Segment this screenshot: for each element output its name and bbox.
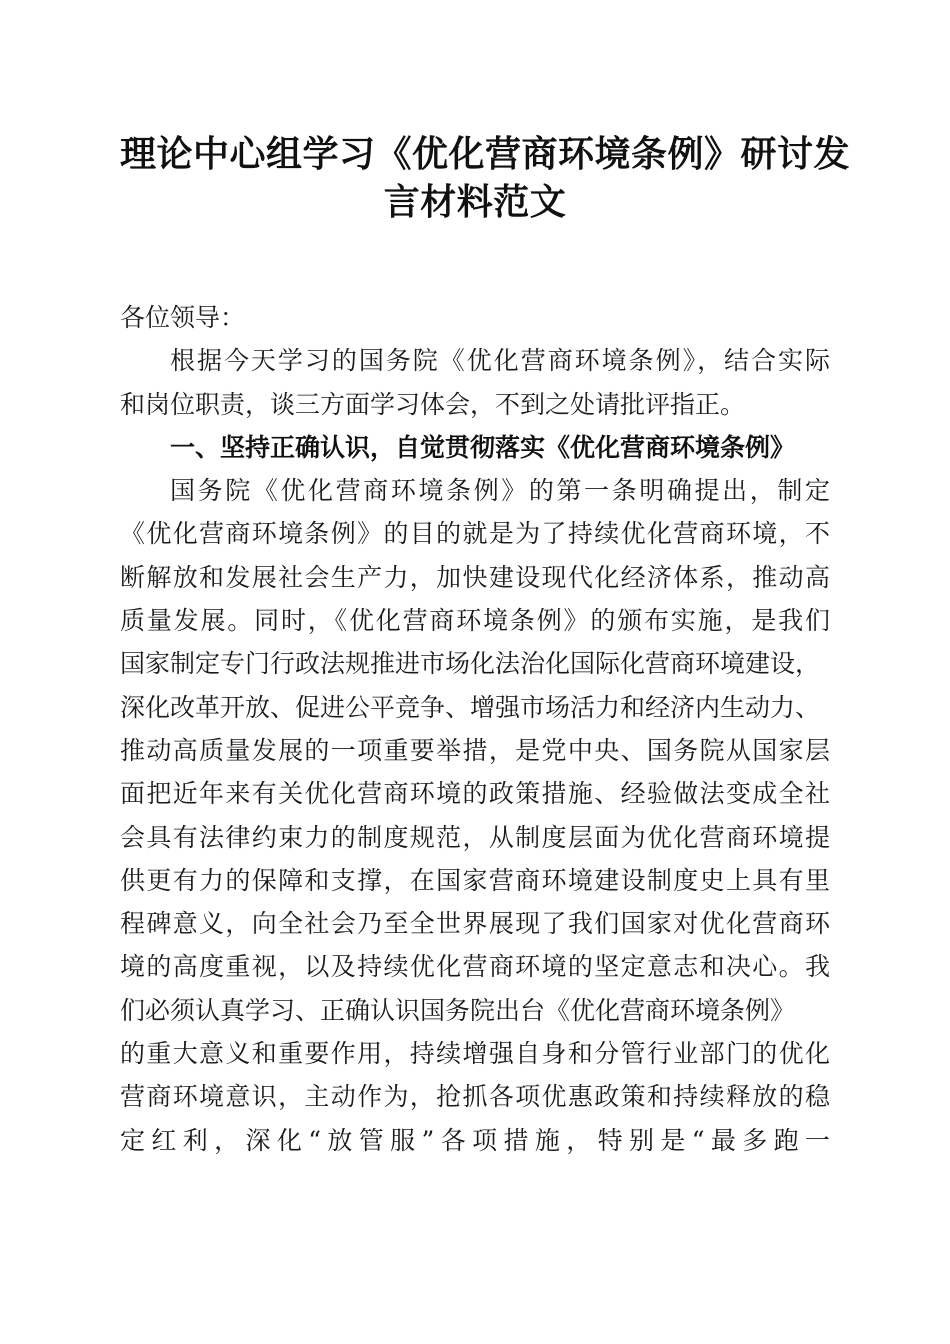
- title-line-2: 言材料范文: [383, 181, 567, 223]
- paragraph-line: 推动高质量发展的一项重要举措，是党中央、国务院从国家层: [120, 735, 830, 765]
- salutation: 各位领导：: [120, 303, 246, 332]
- paragraph-line: 断解放和发展社会生产力，加快建设现代化经济体系，推动高: [120, 562, 830, 592]
- paragraph-line: 供更有力的保障和支撑，在国家营商环境建设制度史上具有里: [120, 865, 830, 895]
- intro-line-1: 根据今天学习的国务院《优化营商环境条例》，结合实际: [170, 346, 830, 376]
- paragraph-line: 的重大意义和重要作用，持续增强自身和分管行业部门的优化: [120, 1039, 830, 1069]
- intro-line-2: 和岗位职责，谈三方面学习体会，不到之处请批评指正。: [120, 389, 746, 419]
- paragraph-line: 们必须认真学习、正确认识国务院出台《优化营商环境条例》: [120, 995, 796, 1025]
- paragraph-line: 深化改革开放、促进公平竞争、增强市场活力和经济内生动力、: [120, 692, 821, 722]
- section-1-paragraph: [120, 469, 830, 1162]
- document-title: [120, 130, 851, 226]
- section-1-heading: 一、坚持正确认识，自觉贯彻落实《优化营商环境条例》: [170, 432, 796, 462]
- paragraph-line: 会具有法律约束力的制度规范，从制度层面为优化营商环境提: [120, 822, 830, 852]
- paragraph-line: 定红利，深化“放管服”各项措施，特别是“最多跑一: [120, 1125, 830, 1155]
- paragraph-line: 国务院《优化营商环境条例》的第一条明确提出，制定: [170, 476, 830, 506]
- paragraph-line: 质量发展。同时，《优化营商环境条例》的颁布实施，是我们: [120, 606, 830, 636]
- paragraph-line: 面把近年来有关优化营商环境的政策措施、经验做法变成全社: [120, 779, 830, 809]
- paragraph-line: 《优化营商环境条例》的目的就是为了持续优化营商环境，不: [120, 519, 830, 549]
- paragraph-line: 境的高度重视，以及持续优化营商环境的坚定意志和决心。我: [120, 952, 830, 982]
- document-body: [120, 296, 830, 1162]
- paragraph-line: 程碑意义，向全社会乃至全世界展现了我们国家对优化营商环: [120, 909, 830, 939]
- paragraph-line: 营商环境意识，主动作为，抢抓各项优惠政策和持续释放的稳: [120, 1082, 830, 1112]
- intro-paragraph: [120, 339, 830, 426]
- title-line-1: 理论中心组学习《优化营商环境条例》研讨发: [120, 133, 851, 175]
- paragraph-line: 国家制定专门行政法规推进市场化法治化国际化营商环境建设，: [120, 649, 821, 679]
